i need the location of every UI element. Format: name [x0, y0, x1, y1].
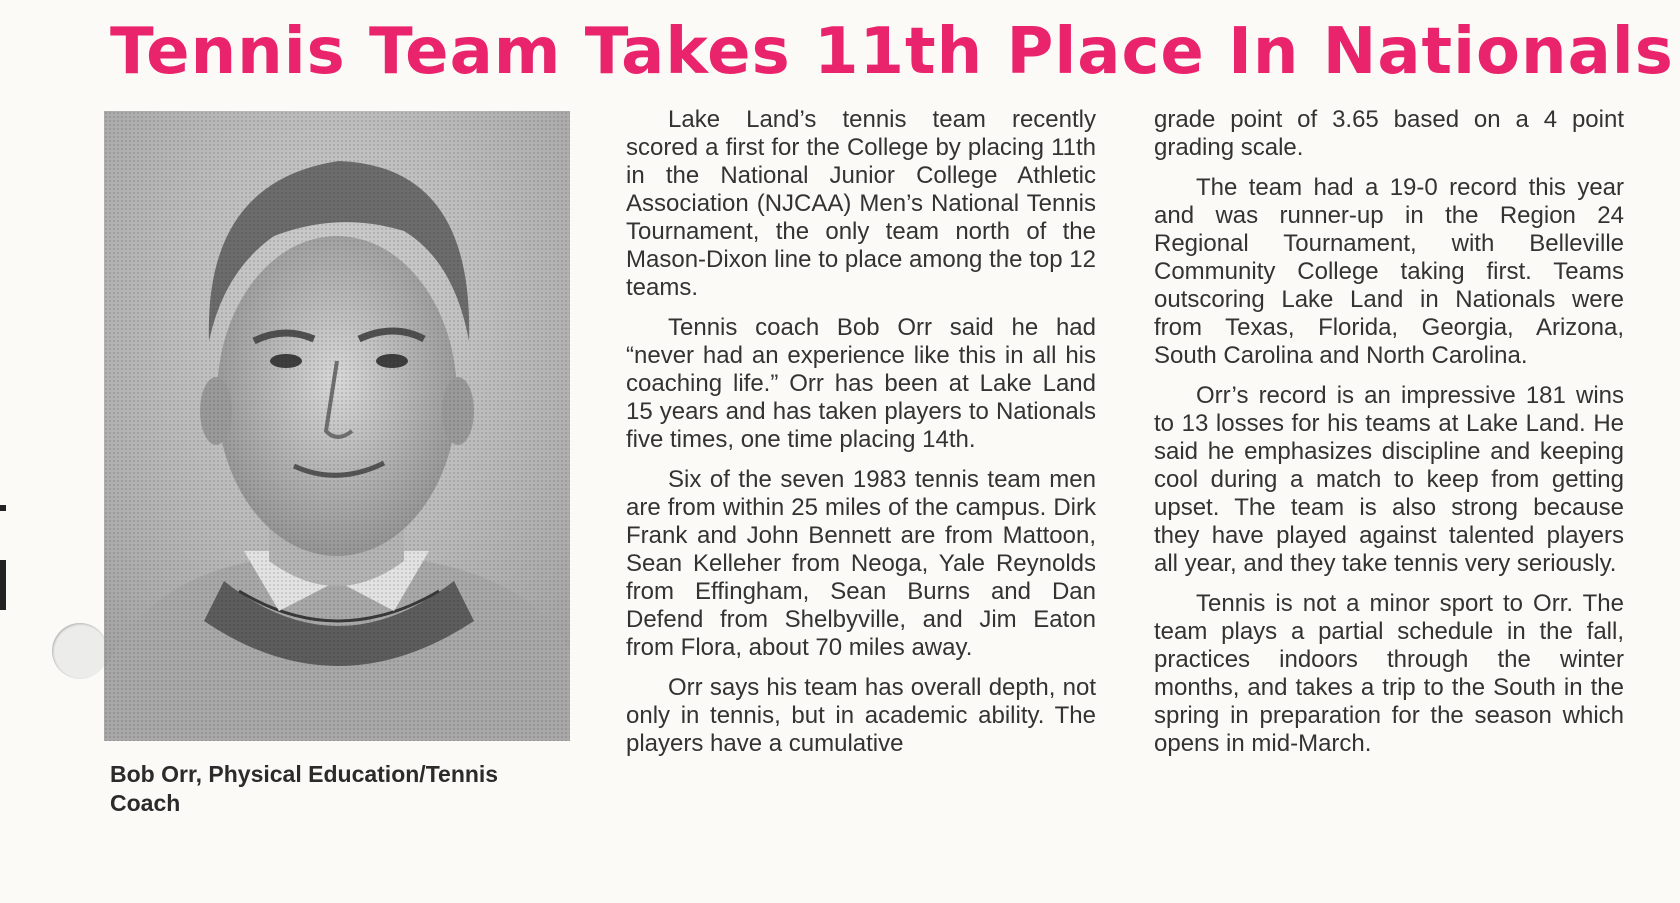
edge-mark-top — [0, 505, 6, 511]
paragraph: The team had a 19-0 record this year and was runner-up in the Region 24 Regional Tournament, with Belleville Community College taking first. Teams outscoring Lake Land in Nationals were from Texas, Florida, Georgia, Arizona, South Carolina and North Carolina. — [1154, 174, 1624, 369]
paragraph: Tennis coach Bob Orr said he had “never had an experience like this in all his coaching life.” Orr has been at Lake Land 15 years and has taken players to Nationals five times, one time placing 14th. — [626, 314, 1096, 453]
photo-caption-line-2: Coach — [110, 790, 181, 816]
photo-caption — [110, 760, 580, 818]
photo-caption-line-1: Bob Orr, Physical Education/Tennis — [110, 761, 499, 787]
edge-mark-bottom — [0, 560, 6, 610]
paragraph-continued: grade point of 3.65 based on a 4 point grading scale. — [1154, 106, 1624, 161]
paragraph: Six of the seven 1983 tennis team men are from within 25 miles of the campus. Dirk Frank and John Bennett are from Mattoon, Sean Kelleher from Neoga, Yale Reynolds from Effingham, Sean Burns and Dan Defend from Shelbyville, and Jim Eaton from Flora, about 70 miles away. — [626, 466, 1096, 661]
paragraph: Tennis is not a minor sport to Orr. The team plays a partial schedule in the fall, practices indoors through the winter months, and takes a trip to the South in the spring in preparation for the season which opens in mid-March. — [1154, 590, 1624, 757]
paragraph: Orr’s record is an impressive 181 wins to 13 losses for his teams at Lake Land. He said he emphasizes discipline and keeping cool during a match to keep from getting upset. The team is also strong because they have played against talented players all year, and they take tennis very seriously. — [1154, 382, 1624, 577]
coach-photo — [104, 111, 570, 741]
paragraph: Orr says his team has overall depth, not only in tennis, but in academic ability. The players have a cumulative — [626, 674, 1096, 757]
hole-punch — [52, 623, 108, 679]
headline: Tennis Team Takes 11th Place In Nationals — [110, 15, 1674, 89]
article-column-2 — [1154, 106, 1624, 770]
article-column-1 — [626, 106, 1096, 770]
paragraph: Lake Land’s tennis team recently scored a first for the College by placing 11th in the National Junior College Athletic Association (NJCAA) Men’s National Tennis Tournament, the only team north of the Mason-Dixon line to place among the top 12 teams. — [626, 106, 1096, 301]
